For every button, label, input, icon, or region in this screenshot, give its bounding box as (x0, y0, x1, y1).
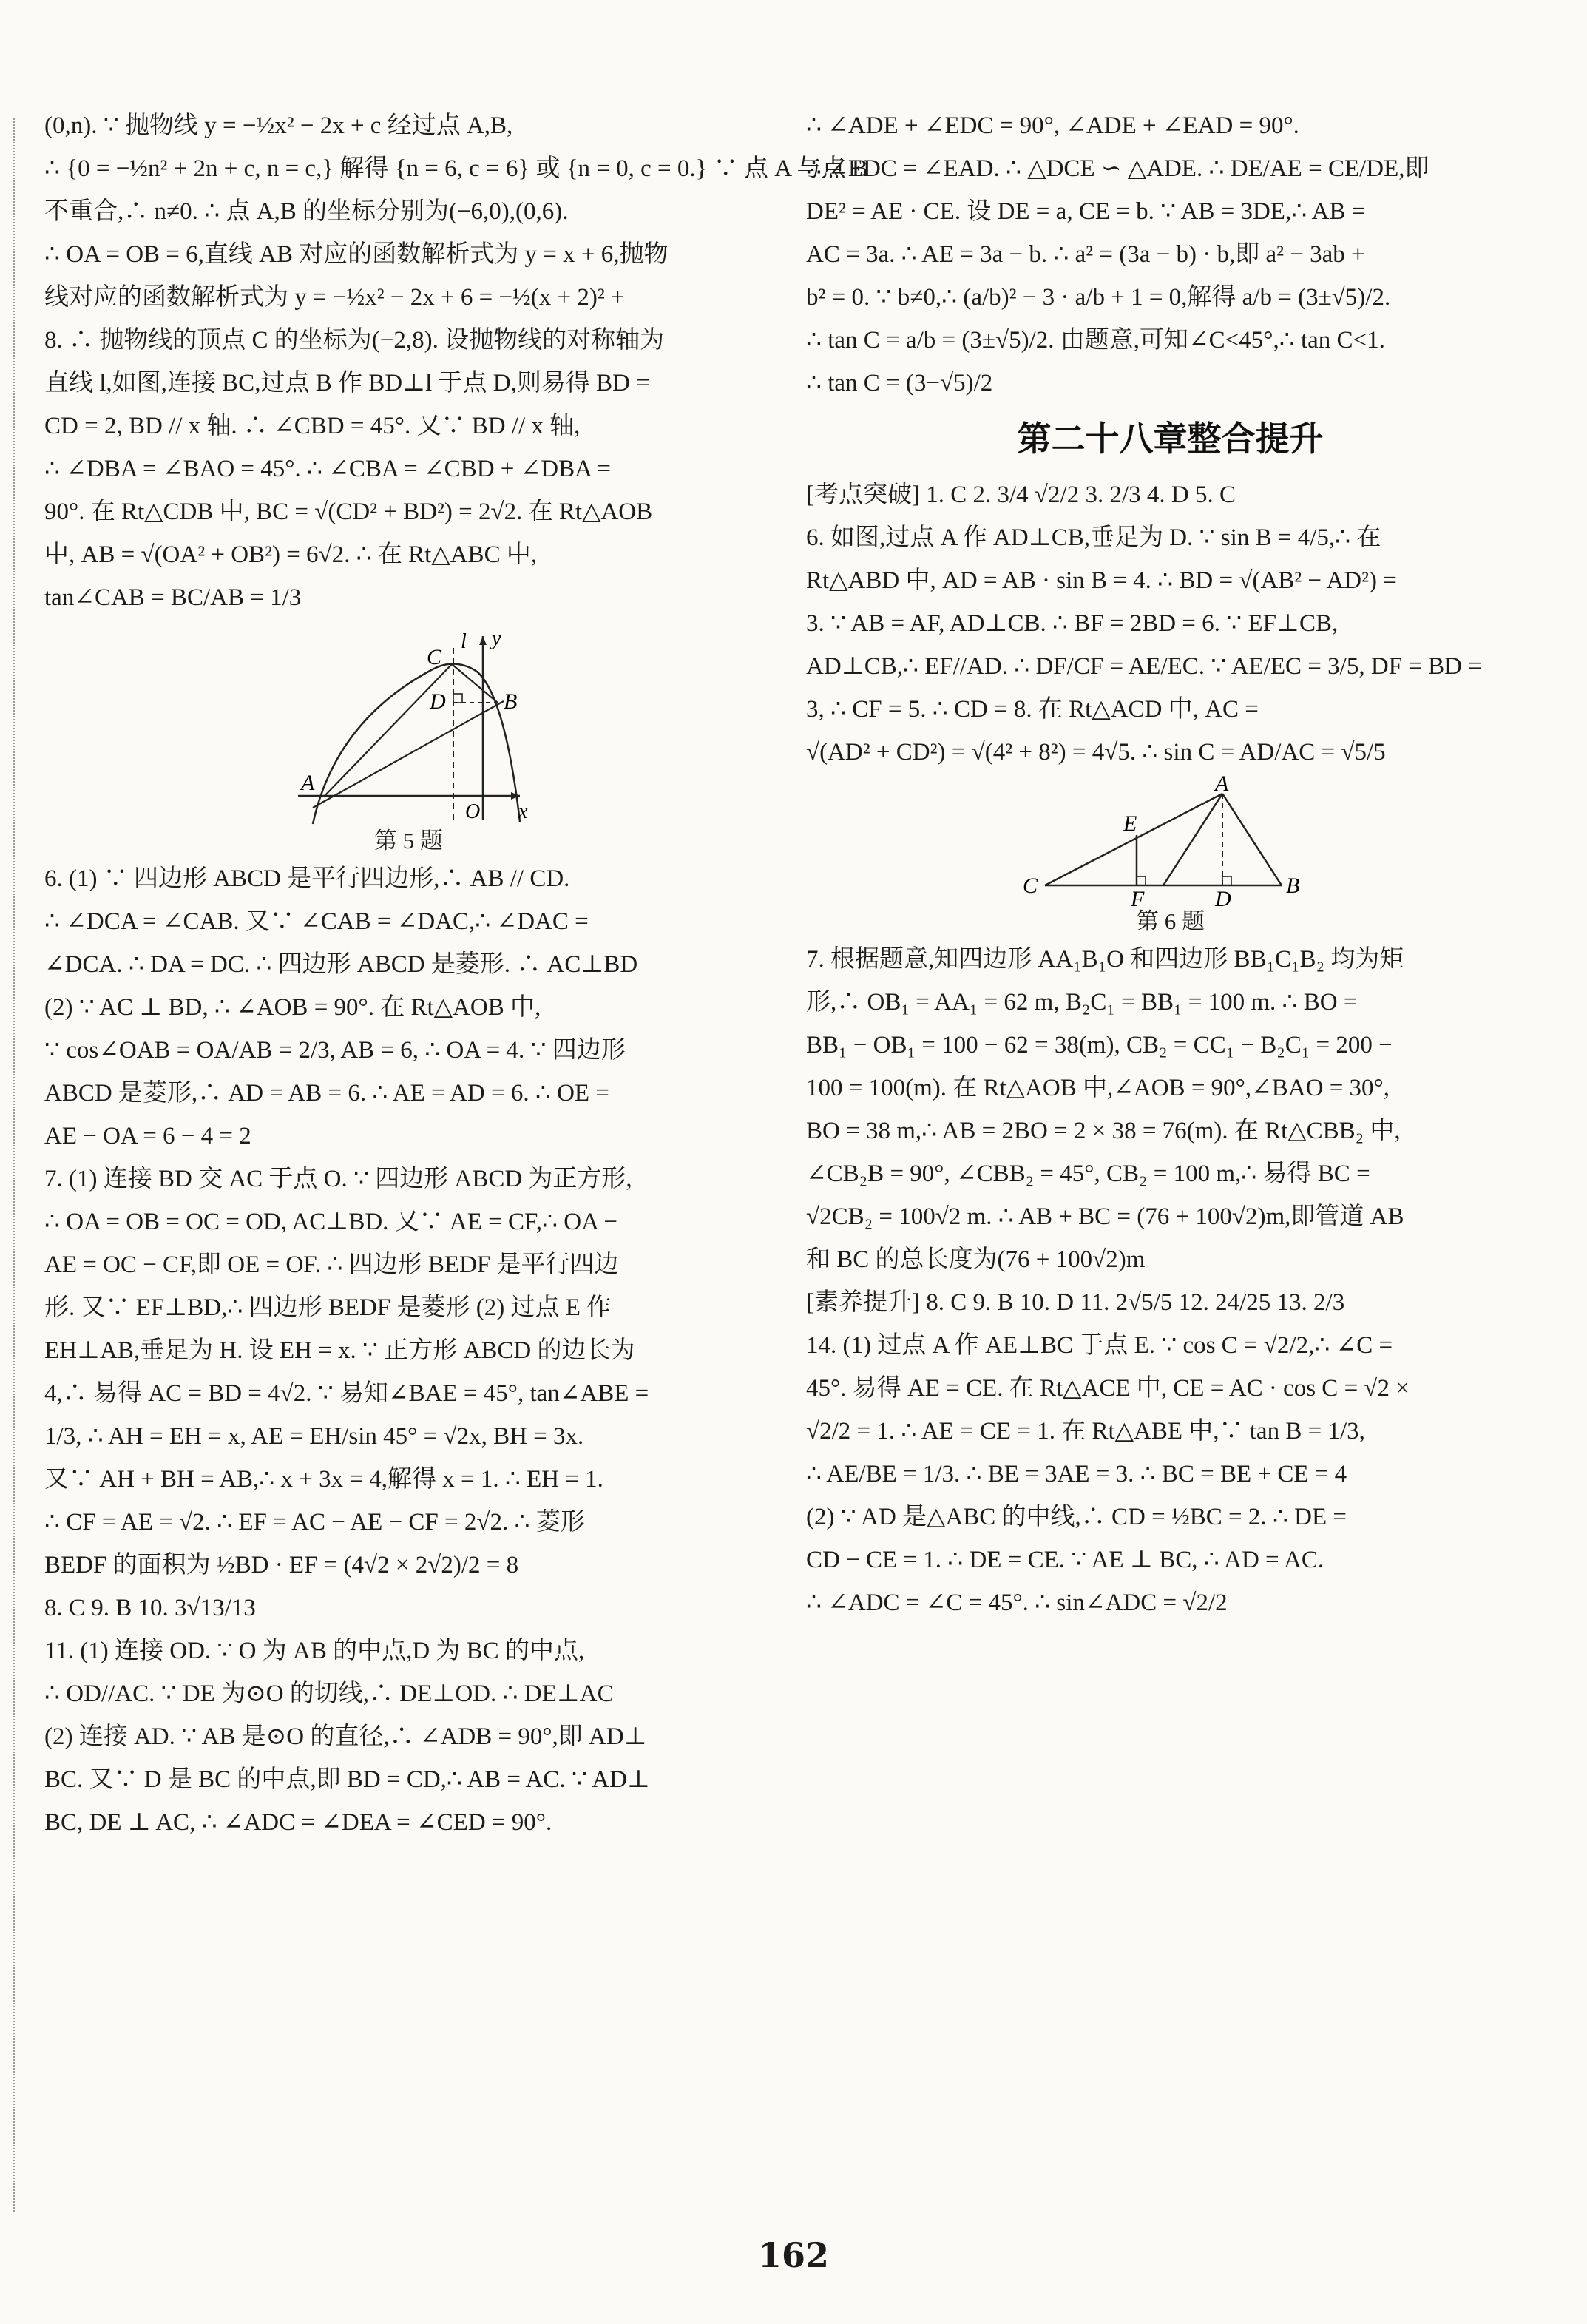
text-line: BC, DE ⊥ AC, ∴ ∠ADC = ∠DEA = ∠CED = 90°. (44, 1809, 552, 1836)
figure-6-diagram (1015, 771, 1326, 911)
text-line: ∴ ∠DBA = ∠BAO = 45°. ∴ ∠CBA = ∠CBD + ∠DBA = (44, 456, 612, 482)
text-line: 6. (1) ∵ 四边形 ABCD 是平行四边形,∴ AB // CD. (44, 865, 570, 892)
text-line: 不重合,∴ n≠0. ∴ 点 A,B 的坐标分别为(−6,0),(0,6). (44, 198, 569, 225)
text-line: 3, ∴ CF = 5. ∴ CD = 8. 在 Rt△ACD 中, AC = (806, 696, 1259, 723)
segment-af (1163, 794, 1222, 885)
chapter-title: 第二十八章整合提升 (1017, 419, 1324, 459)
left-text-block-a (44, 111, 868, 613)
label-d: D (1214, 887, 1231, 911)
text-line: √(AD² + CD²) = √(4² + 8²) = 4√5. ∴ sin C = AD/AC = √5/5 (806, 739, 1386, 766)
text-line: 3. ∵ AB = AF, AD⊥CB. ∴ BF = 2BD = 6. ∵ EF⊥CB, (806, 610, 1339, 637)
text-line: BB₁ − OB₁ = 100 − 62 = 38(m), CB₂ = CC₁ − B₂C₁ = 200 − (806, 1032, 1393, 1058)
text-line: DE² = AE · CE. 设 DE = a, CE = b. ∵ AB = 3DE,∴ AB = (806, 198, 1366, 225)
text-line: ∴ {0 = −½n² + 2n + c, n = c,} 解得 {n = 6, c = 6} 或 {n = 0, c = 0.} ∵ 点 A 与点 B (44, 155, 868, 182)
text-line: 7. (1) 连接 BD 交 AC 于点 O. ∵ 四边形 ABCD 为正方形, (44, 1166, 632, 1192)
text-line: EH⊥AB,垂足为 H. 设 EH = x. ∵ 正方形 ABCD 的边长为 (44, 1337, 635, 1364)
text-line: 又∵ AH + BH = AB,∴ x + 3x = 4,解得 x = 1. ∴ EH = 1. (44, 1466, 603, 1493)
label-l: l (460, 630, 467, 653)
text-line: ∠CB₂B = 90°, ∠CBB₂ = 45°, CB₂ = 100 m,∴ 易得 BC = (806, 1161, 1370, 1187)
text-line: BEDF 的面积为 ½BD · EF = (4√2 × 2√2)/2 = 8 (44, 1552, 519, 1578)
text-line: BC. 又∵ D 是 BC 的中点,即 BD = CD,∴ AB = AC. ∵ AD⊥ (44, 1766, 650, 1793)
label-b: B (1285, 874, 1299, 898)
text-line: 线对应的函数解析式为 y = −½x² − 2x + 6 = −½(x + 2)² + (44, 284, 625, 311)
text-line: ∴ ∠EDC = ∠EAD. ∴ △DCE ∽ △ADE. ∴ DE/AE = CE/DE,即 (806, 155, 1429, 182)
text-line: 14. (1) 过点 A 作 AE⊥BC 于点 E. ∵ cos C = √2/2,∴ ∠C = (806, 1332, 1393, 1359)
label-c: C (426, 645, 441, 669)
left-text-block-b (44, 864, 773, 1838)
text-line: 11. (1) 连接 OD. ∵ O 为 AB 的中点,D 为 BC 的中点, (44, 1638, 585, 1664)
right-column (806, 111, 1534, 1631)
right-angle-mark (453, 694, 462, 703)
left-column (44, 111, 868, 1851)
text-line: Rt△ABD 中, AD = AB · sin B = 4. ∴ BD = √(AB² − AD²) = (806, 567, 1397, 594)
right-text-block-c (806, 945, 1534, 1618)
text-line: 1/3, ∴ AH = EH = x, AE = EH/sin 45° = √2x, BH = 3x. (44, 1423, 584, 1450)
text-line: 6. 如图,过点 A 作 AD⊥CB,垂足为 D. ∵ sin B = 4/5,∴ 在 (806, 524, 1381, 551)
text-line: (2) 连接 AD. ∵ AB 是⊙O 的直径,∴ ∠ADB = 90°,即 AD⊥ (44, 1723, 647, 1750)
text-line: CD − CE = 1. ∴ DE = CE. ∵ AE ⊥ BC, ∴ AD = AC. (806, 1547, 1324, 1573)
text-line: ∴ ∠ADE + ∠EDC = 90°, ∠ADE + ∠EAD = 90°. (806, 112, 1299, 139)
parabola (313, 663, 520, 824)
text-line: tan∠CAB = BC/AB = 1/3 (44, 584, 302, 611)
label-c: C (1022, 874, 1038, 898)
segment-ab (1222, 794, 1282, 885)
figure-6 (806, 771, 1534, 936)
text-line: 形. 又∵ EF⊥BD,∴ 四边形 BEDF 是菱形 (2) 过点 E 作 (44, 1294, 612, 1321)
text-line: (2) ∵ AC ⊥ BD, ∴ ∠AOB = 90°. 在 Rt△AOB 中, (44, 994, 541, 1021)
text-line: ABCD 是菱形,∴ AD = AB = 6. ∴ AE = AD = 6. ∴ OE = (44, 1080, 609, 1107)
label-x: x (518, 800, 527, 823)
text-line: CD = 2, BD // x 轴. ∴ ∠CBD = 45°. 又∵ BD // x 轴, (44, 413, 581, 439)
label-o: O (464, 800, 480, 823)
text-line: ∴ OA = OB = 6,直线 AB 对应的函数解析式为 y = x + 6,抛物 (44, 241, 669, 268)
text-line: √2/2 = 1. ∴ AE = CE = 1. 在 Rt△ABE 中,∵ tan B = 1/3, (806, 1418, 1365, 1445)
right-text-block-a (806, 111, 1534, 399)
text-line: AE − OA = 6 − 4 = 2 (44, 1123, 251, 1149)
text-line: ∠DCA. ∴ DA = DC. ∴ 四边形 ABCD 是菱形. ∴ AC⊥BD (44, 951, 638, 978)
text-line: 中, AB = √(OA² + OB²) = 6√2. ∴ 在 Rt△ABC 中, (44, 541, 538, 568)
text-line: 形,∴ OB₁ = AA₁ = 62 m, B₂C₁ = BB₁ = 100 m. ∴ BO = (806, 989, 1358, 1016)
figure-5-caption: 第 5 题 (374, 828, 443, 854)
label-y: y (491, 627, 501, 650)
margin-rule (13, 118, 15, 2212)
label-b: B (503, 689, 517, 714)
text-line: ∴ OA = OB = OC = OD, AC⊥BD. 又∵ AE = CF,∴ OA − (44, 1209, 617, 1235)
text-line: (0,n). ∵ 抛物线 y = −½x² − 2x + c 经过点 A,B, (44, 112, 513, 139)
y-axis-arrow (479, 636, 487, 645)
text-line: 45°. 易得 AE = CE. 在 Rt△ACE 中, CE = AC · cos C = √2 × (806, 1375, 1410, 1402)
label-a: A (1214, 771, 1228, 796)
text-line: BO = 38 m,∴ AB = 2BO = 2 × 38 = 76(m). 在 Rt△CBB₂ 中, (806, 1118, 1401, 1144)
text-line: ∴ CF = AE = √2. ∴ EF = AC − AE − CF = 2√2. ∴ 菱形 (44, 1509, 585, 1536)
text-line: 8. ∴ 抛物线的顶点 C 的坐标为(−2,8). 设抛物线的对称轴为 (44, 327, 665, 354)
text-line: ∵ cos∠OAB = OA/AB = 2/3, AB = 6, ∴ OA = 4. ∵ 四边形 (44, 1037, 626, 1064)
segment-ca (1045, 794, 1222, 885)
figure-5 (44, 626, 773, 855)
line-ab (313, 701, 504, 808)
right-text-block-b (806, 480, 1534, 768)
text-line: ∴ tan C = a/b = (3±√5)/2. 由题意,可知∠C<45°,∴ tan C<1. (806, 327, 1385, 354)
text-line: ∴ ∠DCA = ∠CAB. 又∵ ∠CAB = ∠DAC,∴ ∠DAC = (44, 908, 589, 935)
text-line: 和 BC 的总长度为(76 + 100√2)m (806, 1246, 1146, 1273)
text-line: (2) ∵ AD 是△ABC 的中线,∴ CD = ½BC = 2. ∴ DE = (806, 1504, 1347, 1530)
text-line: AC = 3a. ∴ AE = 3a − b. ∴ a² = (3a − b) · b,即 a² − 3ab + (806, 241, 1365, 268)
text-line: 8. C 9. B 10. 3√13/13 (44, 1595, 256, 1621)
text-line: 7. 根据题意,知四边形 AA₁B₁O 和四边形 BB₁C₁B₂ 均为矩 (806, 946, 1404, 973)
text-line: 直线 l,如图,连接 BC,过点 B 作 BD⊥l 于点 D,则易得 BD = (44, 370, 650, 396)
label-e: E (1123, 811, 1137, 836)
right-angle-f (1137, 876, 1146, 885)
figure-6-caption: 第 6 题 (1136, 908, 1205, 934)
text-line: ∴ ∠ADC = ∠C = 45°. ∴ sin∠ADC = √2/2 (806, 1590, 1228, 1616)
segment-ac (325, 664, 452, 796)
text-line: 100 = 100(m). 在 Rt△AOB 中,∠AOB = 90°,∠BAO = 30°, (806, 1075, 1390, 1101)
label-f: F (1130, 887, 1144, 911)
text-line: ∴ tan C = (3−√5)/2 (806, 370, 993, 396)
text-line: [素养提升] 8. C 9. B 10. D 11. 2√5/5 12. 24/25 13. 2/3 (806, 1289, 1345, 1316)
text-line: b² = 0. ∵ b≠0,∴ (a/b)² − 3 · a/b + 1 = 0,解得 a/b = (3±√5)/2. (806, 284, 1391, 311)
figure-5-diagram (283, 626, 535, 825)
text-line: ∴ OD//AC. ∵ DE 为⊙O 的切线,∴ DE⊥OD. ∴ DE⊥AC (44, 1680, 614, 1707)
text-line: ∴ AE/BE = 1/3. ∴ BE = 3AE = 3. ∴ BC = BE + CE = 4 (806, 1461, 1347, 1487)
label-a: A (300, 771, 314, 795)
right-angle-d (1222, 876, 1231, 885)
text-line: √2CB₂ = 100√2 m. ∴ AB + BC = (76 + 100√2)m,即管道 AB (806, 1203, 1404, 1230)
text-line: AD⊥CB,∴ EF//AD. ∴ DF/CF = AE/EC. ∵ AE/EC = 3/5, DF = BD = (806, 653, 1482, 680)
text-line: 4,∴ 易得 AC = BD = 4√2. ∵ 易知∠BAE = 45°, tan∠ABE = (44, 1380, 649, 1407)
text-line: 90°. 在 Rt△CDB 中, BC = √(CD² + BD²) = 2√2. 在 Rt△AOB (44, 499, 653, 525)
text-line: AE = OC − CF,即 OE = OF. ∴ 四边形 BEDF 是平行四边 (44, 1251, 619, 1278)
text-line: [考点突破] 1. C 2. 3/4 √2/2 3. 2/3 4. D 5. C (806, 482, 1236, 508)
page-number: 162 (757, 2235, 830, 2275)
label-d: D (429, 689, 446, 714)
